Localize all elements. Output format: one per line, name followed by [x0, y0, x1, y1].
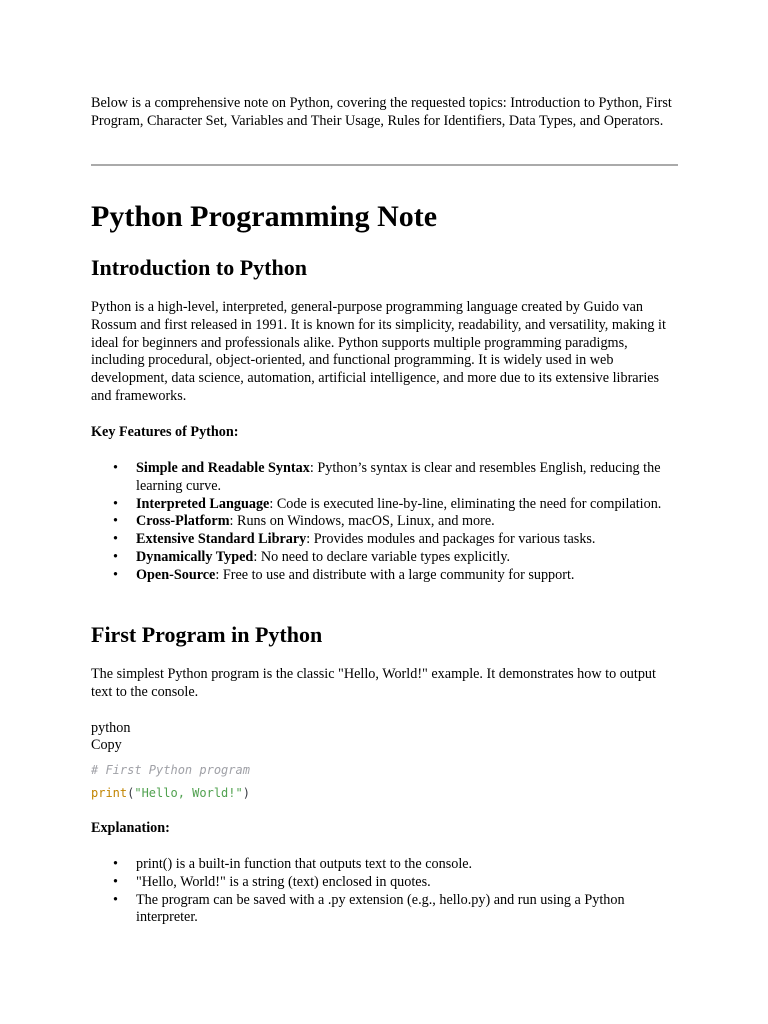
heading-introduction: Introduction to Python	[91, 255, 307, 280]
feature-term: Dynamically Typed	[136, 548, 254, 565]
list-item	[91, 460, 678, 496]
list-item	[91, 549, 678, 567]
intro-paragraph: Below is a comprehensive note on Python, covering the requested topics: Introduction to Python, First Program, Character Set, Variables and Their Usage, Rules for Identifiers, Data Types, and Operators.	[91, 95, 672, 129]
explanation-list	[91, 856, 678, 927]
code-string: "Hello, World!"	[134, 786, 243, 800]
feature-desc: : Free to use and distribute with a large community for support.	[215, 566, 575, 583]
copy-button[interactable]: Copy	[91, 737, 122, 753]
feature-desc: : Runs on Windows, macOS, Linux, and more.	[229, 513, 495, 530]
horizontal-divider	[91, 164, 678, 166]
list-item	[91, 531, 678, 549]
key-features-title: Key Features of Python:	[91, 424, 239, 440]
key-features-list	[91, 460, 678, 585]
feature-desc: : Provides modules and packages for various tasks.	[306, 531, 596, 548]
introduction-paragraph: Python is a high-level, interpreted, general-purpose programming language created by Guido van Rossum and first released in 1991. It is known for its simplicity, readability, and versatility, making it ideal for beginners and professionals alike. Python supports multiple programming paradigms, including procedural, object-oriented, and functional programming. It is widely used in web development, data science, automation, artificial intelligence, and more due to its extensive libraries and frameworks.	[91, 299, 666, 404]
code-print-line	[91, 785, 250, 801]
feature-term: Open-Source	[136, 566, 216, 583]
code-paren-close: )	[242, 786, 250, 800]
feature-desc: : Python’s syntax is clear and resembles English, reducing the learning curve.	[136, 460, 661, 494]
first-program-paragraph: The simplest Python program is the classic "Hello, World!" example. It demonstrates how to output text to the console.	[91, 666, 656, 700]
heading-first-program: First Program in Python	[91, 622, 323, 647]
code-paren-open: (	[127, 786, 135, 800]
feature-term: Cross-Platform	[136, 513, 230, 530]
list-item: • The program can be saved with a .py extension (e.g., hello.py) and run using a Python interpreter.	[91, 892, 678, 928]
feature-term: Extensive Standard Library	[136, 531, 307, 548]
feature-desc: : Code is executed line-by-line, eliminating the need for compilation.	[269, 495, 662, 512]
feature-term: Simple and Readable Syntax	[136, 460, 310, 476]
list-item	[91, 567, 678, 585]
code-comment-line: # First Python program	[91, 763, 250, 777]
list-item: • print() is a built-in function that outputs text to the console.	[91, 856, 678, 874]
code-function: print	[91, 786, 128, 800]
list-item: • "Hello, World!" is a string (text) enclosed in quotes.	[91, 874, 678, 892]
page-title: Python Programming Note	[91, 200, 438, 233]
feature-term: Interpreted Language	[136, 495, 270, 512]
explanation-title: Explanation:	[91, 820, 170, 836]
list-item	[91, 496, 678, 514]
list-item	[91, 513, 678, 531]
code-language-label: python	[91, 720, 131, 736]
feature-desc: : No need to declare variable types explicitly.	[253, 548, 511, 565]
